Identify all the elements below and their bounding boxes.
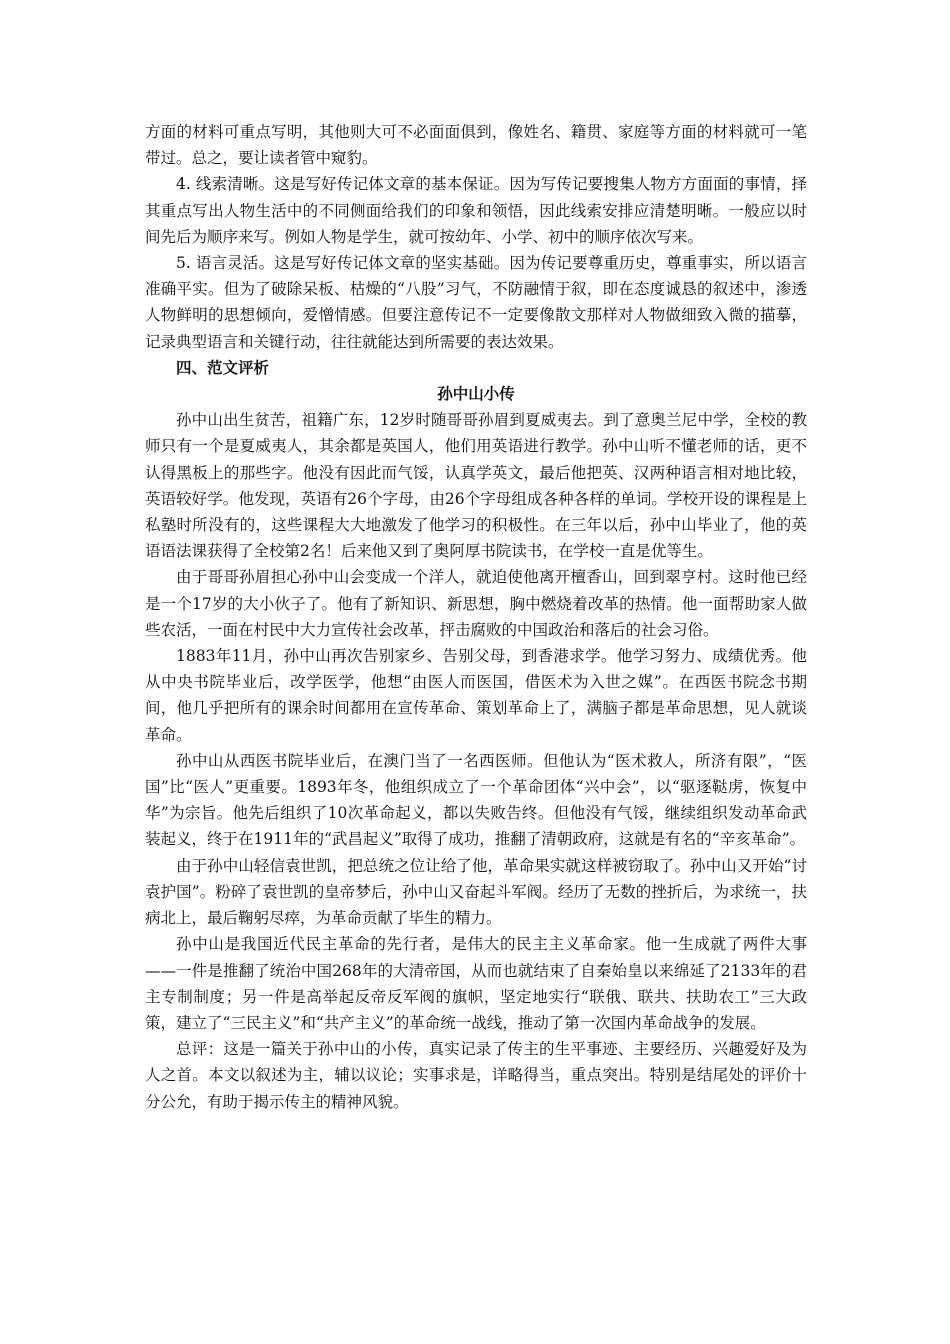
document-page	[145, 119, 807, 1115]
summary-text: 这是一篇关于孙中山的小传，真实记录了传主的生平事迹、主要经历、兴趣爱好及为人之首。本文以叙述为主，辅以议论；实事求是，详略得当，重点突出。特别是结尾处的评价十分公允，有助于揭示传主的精神风貌。	[145, 1040, 807, 1111]
summary-label: 总评：	[176, 1040, 224, 1059]
essay-paragraph-2: 由于哥哥孙眉担心孙中山会变成一个洋人，就迫使他离开檀香山，回到翠亨村。这时他已经是一个17岁的大小伙子了。他有了新知识、新思想，胸中燃烧着改革的热情。他一面帮助家人做些农活，一面在村民中大力宣传社会改革，抨击腐败的中国政治和落后的社会习俗。	[145, 568, 807, 639]
essay-paragraph-3: 1883年11月，孙中山再次告别家乡、告别父母，到香港求学。他学习努力、成绩优秀。他从中央书院毕业后，改学医学，他想“由医人而医国，借医术为入世之媒”。在西医书院念书期间，他几乎把所有的课余时间都用在宣传革命、策划革命上了，满脑子都是革命思想，见人就谈革命。	[145, 647, 807, 744]
essay-paragraph-1: 孙中山出生贫苦，祖籍广东，12岁时随哥哥孙眉到夏威夷去。到了意奥兰尼中学，全校的教师只有一个是夏威夷人，其余都是英国人，他们用英语进行教学。孙中山听不懂老师的话，更不认得黑板上的那些字。他没有因此而气馁，认真学英文，最后他把英、汉两种语言相对地比较，英语较好学。他发现，英语有26个字母，由26个字母组成各种各样的单词。学校开设的课程是上私塾时所没有的，这些课程大大地激发了他学习的积极性。在三年以后，孙中山毕业了，他的英语语法课获得了全校第2名！后来他又到了奥阿厚书院读书，在学校一直是优等生。	[145, 411, 807, 561]
essay-title: 孙中山小传	[437, 384, 515, 404]
intro-paragraph-continued: 方面的材料可重点写明，其他则大可不必面面俱到，像姓名、籍贯、家庭等方面的材料就可一笔带过。总之，要让读者管中窥豹。	[145, 123, 807, 168]
essay-paragraph-6: 孙中山是我国近代民主革命的先行者，是伟大的民主主义革命家。他一生成就了两件大事——一件是推翻了统治中国268年的大清帝国，从而也就结束了自秦始皇以来绵延了2133年的君主专制制度；另一件是高举起反帝反军阀的旗帜，坚定地实行“联俄、联共、扶助农工”三大政策，建立了“三民主义”和“共产主义”的革命统一战线，推动了第一次国内革命战争的发展。	[145, 935, 807, 1032]
intro-paragraph-4: 4. 线索清晰。这是写好传记体文章的基本保证。因为写传记要搜集人物方方面面的事情，择其重点写出人物生活中的不同侧面给我们的印象和领悟，因此线索安排应清楚明晰。一般应以时间先后为顺序来写。例如人物是学生，就可按幼年、小学、初中的顺序依次写来。	[145, 175, 807, 246]
section-heading: 四、范文评析	[176, 357, 270, 377]
intro-paragraph-5: 5. 语言灵活。这是写好传记体文章的坚实基础。因为传记要尊重历史，尊重事实，所以语言准确平实。但为了破除呆板、枯燥的“八股”习气，不防融情于叙，即在态度诚恳的叙述中，渗透人物鲜明的思想倾向，爱憎情感。但要注意传记不一定要像散文那样对人物做细致入微的描摹，记录典型语言和关键行动，往往就能达到所需要的表达效果。	[145, 254, 807, 351]
summary-paragraph	[145, 1036, 807, 1115]
essay-paragraph-5: 由于孙中山轻信袁世凯，把总统之位让给了他，革命果实就这样被窃取了。孙中山又开始“讨袁护国”。粉碎了袁世凯的皇帝梦后，孙中山又奋起斗军阀。经历了无数的挫折后，为求统一，扶病北上，最后鞠躬尽瘁，为革命贡献了毕生的精力。	[145, 856, 807, 928]
essay-paragraph-4: 孙中山从西医书院毕业后，在澳门当了一名西医师。但他认为“医术救人，所济有限”，“医国”比“医人”更重要。1893年冬，他组织成立了一个革命团体“兴中会”，以“驱逐鞑虏，恢复中华”为宗旨。他先后组织了10次革命起义，都以失败告终。但他没有气馁，继续组织发动革命武装起义，终于在1911年的“武昌起义”取得了成功，推翻了清朝政府，这就是有名的“辛亥革命”。	[145, 751, 807, 849]
